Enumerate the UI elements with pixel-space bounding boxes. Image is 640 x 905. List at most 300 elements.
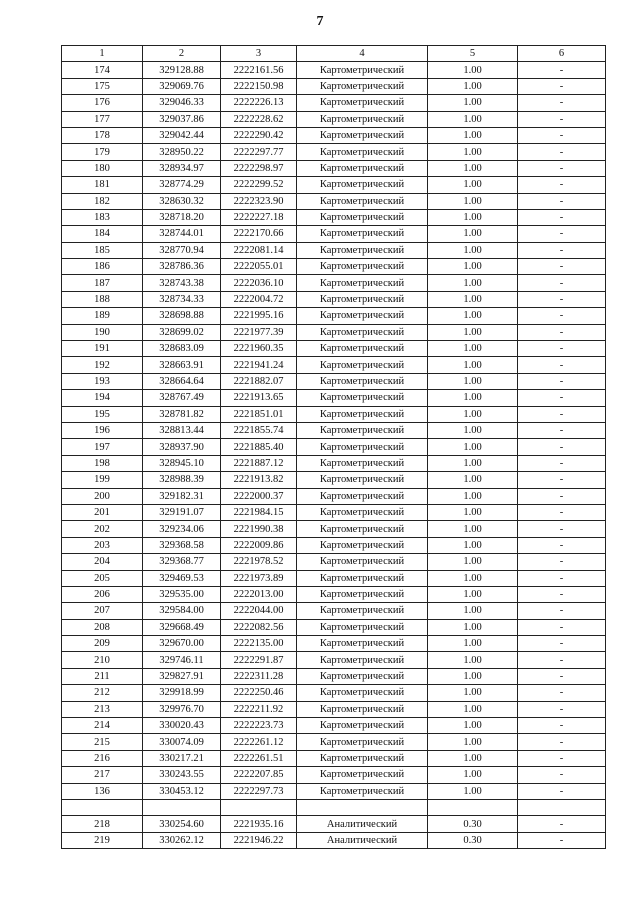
table-cell: - bbox=[518, 291, 606, 307]
table-cell: - bbox=[518, 783, 606, 799]
table-cell: 204 bbox=[62, 554, 143, 570]
table-cell: 329469.53 bbox=[143, 570, 221, 586]
table-cell: 1.00 bbox=[428, 422, 518, 438]
table-cell: 2221990.38 bbox=[221, 521, 297, 537]
table-cell: 206 bbox=[62, 586, 143, 602]
table-cell: Картометрический bbox=[297, 160, 428, 176]
table-cell: 1.00 bbox=[428, 652, 518, 668]
table-cell: Картометрический bbox=[297, 554, 428, 570]
table-row bbox=[62, 357, 606, 373]
table-cell: 1.00 bbox=[428, 111, 518, 127]
table-cell: 328699.02 bbox=[143, 324, 221, 340]
table-cell: - bbox=[518, 734, 606, 750]
table-cell: 217 bbox=[62, 767, 143, 783]
table-cell: - bbox=[518, 636, 606, 652]
table-cell: 329037.86 bbox=[143, 111, 221, 127]
coordinates-table bbox=[61, 45, 606, 849]
table-cell: - bbox=[518, 504, 606, 520]
table-cell: 1.00 bbox=[428, 357, 518, 373]
table-cell: 196 bbox=[62, 422, 143, 438]
table-cell: Картометрический bbox=[297, 619, 428, 635]
table-cell: 1.00 bbox=[428, 750, 518, 766]
table-cell: - bbox=[518, 603, 606, 619]
table-row bbox=[62, 750, 606, 766]
table-cell: 2221960.35 bbox=[221, 341, 297, 357]
table-cell: - bbox=[518, 127, 606, 143]
table-cell: 2222170.66 bbox=[221, 226, 297, 242]
table-row bbox=[62, 160, 606, 176]
table-cell: 329584.00 bbox=[143, 603, 221, 619]
table-cell: Картометрический bbox=[297, 455, 428, 471]
column-header: 3 bbox=[221, 46, 297, 62]
table-cell: 1.00 bbox=[428, 603, 518, 619]
table-cell: Картометрический bbox=[297, 111, 428, 127]
table-cell: 328950.22 bbox=[143, 144, 221, 160]
table-cell: Картометрический bbox=[297, 95, 428, 111]
table-row bbox=[62, 701, 606, 717]
table-cell: 2222228.62 bbox=[221, 111, 297, 127]
table-cell: 1.00 bbox=[428, 406, 518, 422]
table-cell: 328683.09 bbox=[143, 341, 221, 357]
table-cell: Картометрический bbox=[297, 750, 428, 766]
table-cell: 328813.44 bbox=[143, 422, 221, 438]
table-cell: 329234.06 bbox=[143, 521, 221, 537]
table-cell: Картометрический bbox=[297, 209, 428, 225]
table-cell: 1.00 bbox=[428, 488, 518, 504]
table-cell: 2221887.12 bbox=[221, 455, 297, 471]
table-cell: 176 bbox=[62, 95, 143, 111]
table-cell: 1.00 bbox=[428, 193, 518, 209]
table-cell: 328767.49 bbox=[143, 390, 221, 406]
table-cell: 1.00 bbox=[428, 242, 518, 258]
table-cell: 328718.20 bbox=[143, 209, 221, 225]
table-cell: 329368.58 bbox=[143, 537, 221, 553]
separator-row bbox=[62, 799, 606, 815]
table-cell: 1.00 bbox=[428, 685, 518, 701]
table-cell: Картометрический bbox=[297, 636, 428, 652]
table-cell: 1.00 bbox=[428, 504, 518, 520]
table-cell: 330453.12 bbox=[143, 783, 221, 799]
table-cell: Картометрический bbox=[297, 586, 428, 602]
table-cell: Картометрический bbox=[297, 439, 428, 455]
table-cell: Картометрический bbox=[297, 259, 428, 275]
table-cell: 1.00 bbox=[428, 275, 518, 291]
table-cell: - bbox=[518, 144, 606, 160]
table-body bbox=[62, 62, 606, 849]
table-cell: 1.00 bbox=[428, 718, 518, 734]
table-cell: - bbox=[518, 341, 606, 357]
table-cell: - bbox=[518, 750, 606, 766]
table-cell: 328734.33 bbox=[143, 291, 221, 307]
table-cell: 330217.21 bbox=[143, 750, 221, 766]
table-cell: Картометрический bbox=[297, 701, 428, 717]
table-cell: 201 bbox=[62, 504, 143, 520]
table-cell: 215 bbox=[62, 734, 143, 750]
table-cell: 328945.10 bbox=[143, 455, 221, 471]
table-cell: 2222299.52 bbox=[221, 177, 297, 193]
table-cell: 2222150.98 bbox=[221, 78, 297, 94]
table-cell: 195 bbox=[62, 406, 143, 422]
table-cell: 214 bbox=[62, 718, 143, 734]
table-row bbox=[62, 177, 606, 193]
column-header: 2 bbox=[143, 46, 221, 62]
table-row bbox=[62, 504, 606, 520]
table-cell: - bbox=[518, 488, 606, 504]
table-cell: 2221935.16 bbox=[221, 816, 297, 832]
table-cell: - bbox=[518, 619, 606, 635]
table-cell: 136 bbox=[62, 783, 143, 799]
table-cell: 2222082.56 bbox=[221, 619, 297, 635]
table-cell: 174 bbox=[62, 62, 143, 78]
table-cell: 329368.77 bbox=[143, 554, 221, 570]
table-cell: Картометрический bbox=[297, 341, 428, 357]
table-cell: 185 bbox=[62, 242, 143, 258]
table-cell: - bbox=[518, 308, 606, 324]
table-cell: 2222297.77 bbox=[221, 144, 297, 160]
table-row bbox=[62, 767, 606, 783]
table-cell: Картометрический bbox=[297, 357, 428, 373]
table-cell: 203 bbox=[62, 537, 143, 553]
table-cell: 2221946.22 bbox=[221, 832, 297, 848]
table-cell: 1.00 bbox=[428, 390, 518, 406]
table-row bbox=[62, 636, 606, 652]
table-cell: 330254.60 bbox=[143, 816, 221, 832]
table-cell: 2221855.74 bbox=[221, 422, 297, 438]
table-cell: Картометрический bbox=[297, 127, 428, 143]
table-cell: 1.00 bbox=[428, 177, 518, 193]
table-row bbox=[62, 390, 606, 406]
table-cell: 1.00 bbox=[428, 324, 518, 340]
table-cell: 329042.44 bbox=[143, 127, 221, 143]
table-row bbox=[62, 193, 606, 209]
table-cell: Картометрический bbox=[297, 193, 428, 209]
table-cell: - bbox=[518, 439, 606, 455]
table-cell: 329827.91 bbox=[143, 668, 221, 684]
table-cell: Картометрический bbox=[297, 767, 428, 783]
table-row bbox=[62, 406, 606, 422]
table-cell: 329535.00 bbox=[143, 586, 221, 602]
table-cell: 2222135.00 bbox=[221, 636, 297, 652]
table-row bbox=[62, 619, 606, 635]
table-cell: - bbox=[518, 406, 606, 422]
table-cell: 1.00 bbox=[428, 668, 518, 684]
table-cell: - bbox=[518, 832, 606, 848]
table-cell: 2221913.65 bbox=[221, 390, 297, 406]
table-cell: Картометрический bbox=[297, 685, 428, 701]
table-row bbox=[62, 472, 606, 488]
table-cell: 2222013.00 bbox=[221, 586, 297, 602]
table-header-row bbox=[62, 46, 606, 62]
table-cell: 1.00 bbox=[428, 455, 518, 471]
table-row bbox=[62, 373, 606, 389]
table-cell: 216 bbox=[62, 750, 143, 766]
table-cell: 328934.97 bbox=[143, 160, 221, 176]
table-cell: 1.00 bbox=[428, 619, 518, 635]
table-cell: - bbox=[518, 718, 606, 734]
table-cell: 1.00 bbox=[428, 472, 518, 488]
table-cell: 205 bbox=[62, 570, 143, 586]
table-cell: - bbox=[518, 226, 606, 242]
table-cell: 2222161.56 bbox=[221, 62, 297, 78]
table-cell: - bbox=[518, 275, 606, 291]
table-cell: Картометрический bbox=[297, 521, 428, 537]
table-cell: 190 bbox=[62, 324, 143, 340]
table-row bbox=[62, 242, 606, 258]
table-cell: 188 bbox=[62, 291, 143, 307]
table-cell: - bbox=[518, 259, 606, 275]
table-cell: Картометрический bbox=[297, 718, 428, 734]
table-cell: - bbox=[518, 455, 606, 471]
table-cell: 1.00 bbox=[428, 701, 518, 717]
table-cell: Картометрический bbox=[297, 783, 428, 799]
table-cell: 210 bbox=[62, 652, 143, 668]
table-cell: 2221977.39 bbox=[221, 324, 297, 340]
table-cell: 2221995.16 bbox=[221, 308, 297, 324]
table-row bbox=[62, 668, 606, 684]
table-cell: - bbox=[518, 685, 606, 701]
table-cell: Картометрический bbox=[297, 570, 428, 586]
table-cell: - bbox=[518, 242, 606, 258]
table-cell: Картометрический bbox=[297, 504, 428, 520]
table-cell: 193 bbox=[62, 373, 143, 389]
table-cell: - bbox=[518, 357, 606, 373]
table-cell: 1.00 bbox=[428, 734, 518, 750]
table-cell: 2222004.72 bbox=[221, 291, 297, 307]
table-cell: - bbox=[518, 668, 606, 684]
page-number: 7 bbox=[316, 14, 324, 29]
table-row bbox=[62, 209, 606, 225]
table-cell: 179 bbox=[62, 144, 143, 160]
table-cell: 2221973.89 bbox=[221, 570, 297, 586]
table-row bbox=[62, 832, 606, 848]
table-cell: 212 bbox=[62, 685, 143, 701]
table-cell: 328786.36 bbox=[143, 259, 221, 275]
table-cell: 178 bbox=[62, 127, 143, 143]
table-cell: 183 bbox=[62, 209, 143, 225]
table-cell: 2222261.51 bbox=[221, 750, 297, 766]
table-cell: 2222009.86 bbox=[221, 537, 297, 553]
table-cell: 328770.94 bbox=[143, 242, 221, 258]
table-row bbox=[62, 324, 606, 340]
table-cell: 1.00 bbox=[428, 439, 518, 455]
table-cell: 2221913.82 bbox=[221, 472, 297, 488]
table-cell: 2221978.52 bbox=[221, 554, 297, 570]
table-cell: - bbox=[518, 586, 606, 602]
table-cell: Картометрический bbox=[297, 668, 428, 684]
table-cell: 2222297.73 bbox=[221, 783, 297, 799]
table-row bbox=[62, 422, 606, 438]
table-cell: 2221882.07 bbox=[221, 373, 297, 389]
table-cell: 1.00 bbox=[428, 308, 518, 324]
table-cell: 1.00 bbox=[428, 373, 518, 389]
table-row bbox=[62, 652, 606, 668]
table-cell: 180 bbox=[62, 160, 143, 176]
table-row bbox=[62, 127, 606, 143]
empty-cell bbox=[428, 799, 518, 815]
table-cell: Картометрический bbox=[297, 291, 428, 307]
table-cell: Картометрический bbox=[297, 226, 428, 242]
table-cell: 330262.12 bbox=[143, 832, 221, 848]
table-row bbox=[62, 275, 606, 291]
table-cell: 329670.00 bbox=[143, 636, 221, 652]
table-cell: 197 bbox=[62, 439, 143, 455]
table-cell: - bbox=[518, 816, 606, 832]
table-cell: 2222291.87 bbox=[221, 652, 297, 668]
table-cell: 2222311.28 bbox=[221, 668, 297, 684]
table-cell: - bbox=[518, 472, 606, 488]
table-cell: 1.00 bbox=[428, 291, 518, 307]
table-row bbox=[62, 488, 606, 504]
table-cell: - bbox=[518, 95, 606, 111]
table-cell: 1.00 bbox=[428, 783, 518, 799]
table-row bbox=[62, 439, 606, 455]
table-cell: Картометрический bbox=[297, 177, 428, 193]
table-cell: - bbox=[518, 570, 606, 586]
table-cell: 2222323.90 bbox=[221, 193, 297, 209]
table-cell: 330243.55 bbox=[143, 767, 221, 783]
table-cell: 1.00 bbox=[428, 160, 518, 176]
table-cell: Картометрический bbox=[297, 537, 428, 553]
table-cell: 328988.39 bbox=[143, 472, 221, 488]
table-cell: 1.00 bbox=[428, 554, 518, 570]
table-cell: 2221941.24 bbox=[221, 357, 297, 373]
table-cell: 1.00 bbox=[428, 636, 518, 652]
table-row bbox=[62, 537, 606, 553]
table-cell: Аналитический bbox=[297, 816, 428, 832]
table-cell: 175 bbox=[62, 78, 143, 94]
table-cell: Аналитический bbox=[297, 832, 428, 848]
table-cell: - bbox=[518, 373, 606, 389]
table-cell: 1.00 bbox=[428, 209, 518, 225]
empty-cell bbox=[143, 799, 221, 815]
table-cell: 182 bbox=[62, 193, 143, 209]
table-row bbox=[62, 554, 606, 570]
table-cell: 2222290.42 bbox=[221, 127, 297, 143]
table-row bbox=[62, 144, 606, 160]
table-row bbox=[62, 455, 606, 471]
table-cell: - bbox=[518, 422, 606, 438]
table-row bbox=[62, 783, 606, 799]
table-cell: 329668.49 bbox=[143, 619, 221, 635]
table-cell: - bbox=[518, 537, 606, 553]
table-cell: 2221851.01 bbox=[221, 406, 297, 422]
table-cell: 219 bbox=[62, 832, 143, 848]
table-cell: 186 bbox=[62, 259, 143, 275]
table-cell: 1.00 bbox=[428, 127, 518, 143]
table-cell: - bbox=[518, 111, 606, 127]
table-cell: 330020.43 bbox=[143, 718, 221, 734]
table-cell: Картометрический bbox=[297, 603, 428, 619]
table-cell: Картометрический bbox=[297, 373, 428, 389]
table-cell: - bbox=[518, 554, 606, 570]
table-cell: 2222044.00 bbox=[221, 603, 297, 619]
table-cell: Картометрический bbox=[297, 242, 428, 258]
table-cell: 2222226.13 bbox=[221, 95, 297, 111]
table-cell: 329128.88 bbox=[143, 62, 221, 78]
table-cell: 2222298.97 bbox=[221, 160, 297, 176]
table-row bbox=[62, 816, 606, 832]
table-cell: 2222250.46 bbox=[221, 685, 297, 701]
table-cell: 213 bbox=[62, 701, 143, 717]
table-row bbox=[62, 734, 606, 750]
table-row bbox=[62, 95, 606, 111]
table-cell: 330074.09 bbox=[143, 734, 221, 750]
table-cell: 329182.31 bbox=[143, 488, 221, 504]
table-cell: - bbox=[518, 390, 606, 406]
table-cell: 1.00 bbox=[428, 78, 518, 94]
table-cell: 184 bbox=[62, 226, 143, 242]
table-cell: Картометрический bbox=[297, 324, 428, 340]
table-cell: 1.00 bbox=[428, 537, 518, 553]
table-row bbox=[62, 570, 606, 586]
empty-cell bbox=[221, 799, 297, 815]
table-cell: 1.00 bbox=[428, 226, 518, 242]
table-cell: Картометрический bbox=[297, 78, 428, 94]
table-cell: Картометрический bbox=[297, 308, 428, 324]
empty-cell bbox=[62, 799, 143, 815]
table-cell: 191 bbox=[62, 341, 143, 357]
table-cell: 2221984.15 bbox=[221, 504, 297, 520]
table-row bbox=[62, 291, 606, 307]
table-cell: Картометрический bbox=[297, 422, 428, 438]
table-cell: 189 bbox=[62, 308, 143, 324]
table-cell: - bbox=[518, 521, 606, 537]
table-cell: 329069.76 bbox=[143, 78, 221, 94]
table-cell: 1.00 bbox=[428, 767, 518, 783]
table-cell: - bbox=[518, 652, 606, 668]
table-cell: 0.30 bbox=[428, 832, 518, 848]
table-cell: - bbox=[518, 62, 606, 78]
table-cell: - bbox=[518, 209, 606, 225]
table-cell: 198 bbox=[62, 455, 143, 471]
table-cell: Картометрический bbox=[297, 144, 428, 160]
table-cell: 194 bbox=[62, 390, 143, 406]
table-cell: 207 bbox=[62, 603, 143, 619]
table-cell: 329746.11 bbox=[143, 652, 221, 668]
table-cell: 328664.64 bbox=[143, 373, 221, 389]
table-cell: 328744.01 bbox=[143, 226, 221, 242]
table-cell: 1.00 bbox=[428, 570, 518, 586]
table-cell: 192 bbox=[62, 357, 143, 373]
table-row bbox=[62, 685, 606, 701]
table-cell: 211 bbox=[62, 668, 143, 684]
table-cell: 1.00 bbox=[428, 259, 518, 275]
table-cell: - bbox=[518, 160, 606, 176]
table-row bbox=[62, 111, 606, 127]
table-cell: 1.00 bbox=[428, 62, 518, 78]
table-cell: 181 bbox=[62, 177, 143, 193]
table-cell: Картометрический bbox=[297, 275, 428, 291]
table-cell: Картометрический bbox=[297, 390, 428, 406]
table-cell: 2221885.40 bbox=[221, 439, 297, 455]
table-cell: 2222055.01 bbox=[221, 259, 297, 275]
table-row bbox=[62, 586, 606, 602]
table-cell: - bbox=[518, 324, 606, 340]
table-cell: - bbox=[518, 177, 606, 193]
table-row bbox=[62, 78, 606, 94]
table-row bbox=[62, 62, 606, 78]
table-cell: - bbox=[518, 767, 606, 783]
table-cell: 2222223.73 bbox=[221, 718, 297, 734]
table-cell: - bbox=[518, 193, 606, 209]
table-row bbox=[62, 521, 606, 537]
table-cell: 199 bbox=[62, 472, 143, 488]
empty-cell bbox=[518, 799, 606, 815]
table-cell: 328663.91 bbox=[143, 357, 221, 373]
table-cell: Картометрический bbox=[297, 734, 428, 750]
table-cell: 1.00 bbox=[428, 144, 518, 160]
table-cell: 2222081.14 bbox=[221, 242, 297, 258]
